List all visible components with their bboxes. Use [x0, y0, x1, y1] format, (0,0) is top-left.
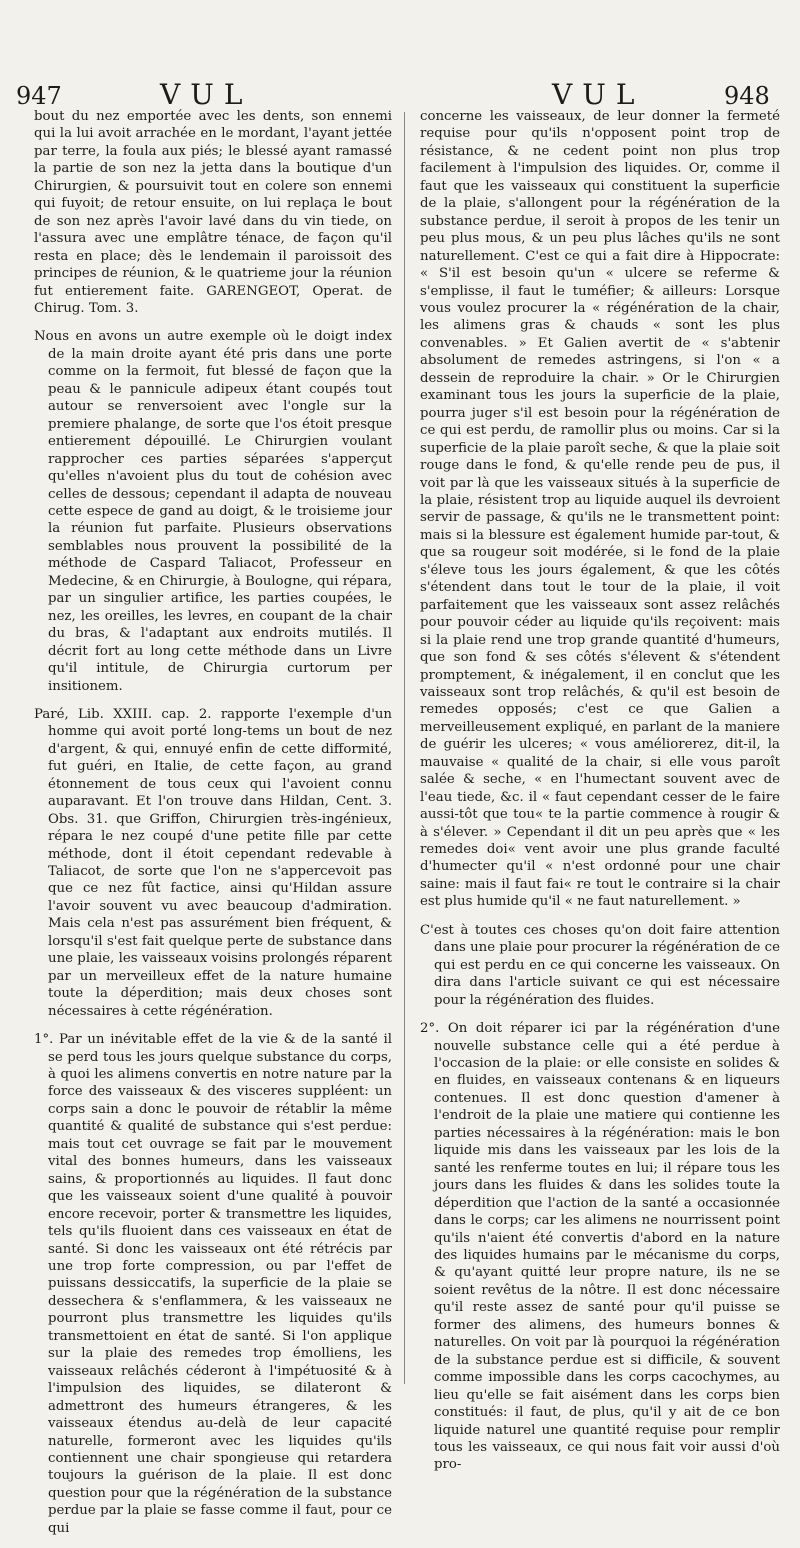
right-paragraph-2: C'est à toutes ces choses qu'on doit faire attention dans une plaie pour procurer la régénération de ce qui est perdu en ce qui concerne les vaisseaux. On dira dans l'article suivant ce qui est nécessaire pour la régénération des fluides.: [420, 922, 780, 1008]
left-paragraph-4: 1°. Par un inévitable effet de la vie & de la santé il se perd tous les jours quelque substance du corps, à quoi les alimens convertis en notre nature par la force des vaisseaux & des visceres suppléent: un corps sain a donc le pouvoir de rétablir la même quantité & qualité de substance qui s'est perdue: mais tout cet ouvrage se fait par le mouvement vital des bonnes humeurs, dans les vaisseaux sains, & proportionnés au liquides. Il faut donc que les vaisseaux soient d'une qualité à pouvoir encore recevoir, porter & transmettre les liquides, tels qu'ils fluoient dans ces vaisseaux en état de santé. Si donc les vaisseaux ont été rétrécis par une trop forte compression, ou par l'effet de puissans dessiccatifs, la superficie de la plaie se dessechera & s'enflammera, & les vaisseaux ne pourront plus transmettre les liquides qu'ils transmettoient en état de santé. Si l'on applique sur la plaie des remedes trop émolliens, les vaisseaux relâchés céderont à l'impétuosité & à l'impulsion des liquides, se dilateront & admettront des humeurs étrangeres, & les vaisseaux étendus au-delà de leur capacité naturelle, formeront avec les liquides qu'ils contiennent une chair spongieuse qui retardera toujours la guérison de la plaie. Il est donc question pour que la régénération de la substance perdue par la plaie se fasse comme il faut, pour ce qui: [34, 1032, 392, 1536]
left-running-head: VUL: [160, 78, 253, 111]
left-paragraph-3: Paré, Lib. XXIII. cap. 2. rapporte l'exemple d'un homme qui avoit porté long-tems un bout de nez d'argent, & qui, ennuyé enfin de cette difformité, fut guéri, en Italie, de cette façon, au grand étonnement de tous ceux qui l'avoient connu auparavant. Et l'on trouve dans Hildan, Cent. 3. Obs. 31. que Griffon, Chirurgien très-ingénieux, répara le nez coupé d'une petite fille par cette méthode, dont il étoit cependant redevable à Taliacot, de sorte que l'on ne s'appercevoit pas que ce nez fût factice, ainsi qu'Hildan assure l'avoir souvent vu avec beaucoup d'admiration. Mais cela n'est pas assurément bien fréquent, & lorsqu'il s'est fait quelque perte de substance dans une plaie, les vaisseaux voisins prolongés réparent par un merveilleux effet de la nature humaine toute la déperdition; mais deux choses sont nécessaires à cette régénération.: [34, 706, 392, 1019]
right-running-head: VUL: [552, 78, 645, 111]
right-paragraph-1: concerne les vaisseaux, de leur donner la fermeté requise pour qu'ils n'opposent point trop de résistance, & ne cedent point non plus trop facilement à l'impulsion des liquides. Or, comme il faut que les vaisseaux qui constituent la superficie de la plaie, s'allongent pour la régénération de la substance perdue, il seroit à propos de les tenir un peu plus mous, & un peu plus lâches qu'ils ne sont naturellement. C'est ce qui a fait dire à Hippocrate: « S'il est besoin qu'un « ulcere se referme & s'emplisse, il faut le tuméfier; & ailleurs: Lorsque vous voulez procurer la « régénération de la chair, les alimens gras & chauds « sont les plus convenables. » Et Galien avertit de « s'abtenir absolument de remedes astringens, si l'on « a dessein de reproduire la chair. » Or le Chirurgien examinant tous les jours la superficie de la plaie, pourra juger s'il est besoin pour la régénération de ce qui est perdu, de ramollir plus ou moins. Car si la superficie de la plaie paroît seche, & que la plaie soit rouge dans le fond, & qu'elle rende peu de pus, il voit par là que les vaisseaux situés à la superficie de la plaie, résistent trop au liquide auquel ils devroient servir de passage, & qu'ils ne le transmettent point: mais si la blessure est également humide par-tout, & que sa rougeur soit modérée, si le fond de la plaie s'éleve tous les jours également, & que les côtés s'étendent dans tout le tour de la plaie, il voit parfaitement que les vaisseaux sont assez relâchés pour pouvoir céder au liquide qu'ils reçoivent: mais si la plaie rend une trop grande quantité d'humeurs, que son fond & ses côtés s'élevent & s'étendent promptement, & inégalement, il en conclut que les vaisseaux sont trop relâchés, & qu'il est besoin de remedes opposés; c'est ce que Galien a merveilleusement expliqué, en parlant de la maniere de guérir les ulceres; « vous améliorerez, dit-il, la mauvaise « qualité de la chair, si elle vous paroît salée & seche, « en l'humectant souvent avec de l'eau tiede, &c. il « faut cependant cesser de le faire aussi-tôt que tou« te la partie commence à rougir & à s'élever. » Cependant il dit un peu après que « les remedes doi« vent avoir une plus grande faculté d'humecter qu'il « n'est ordonné pour une chair saine: mais il faut fai« re tout le contraire si la chair est plus humide qu'il « ne faut naturellement. »: [420, 109, 780, 910]
column-divider: [404, 112, 405, 1384]
right-page-number: 948: [724, 82, 770, 110]
left-column: [34, 108, 392, 1548]
right-paragraph-3: 2°. On doit réparer ici par la régénération d'une nouvelle substance celle qui a été perdue à l'occasion de la plaie: or elle consiste en solides & en fluides, en vaisseaux contenans & en liqueurs contenues. Il est donc question d'amener à l'endroit de la plaie une matiere qui contienne les parties nécessaires à la régénération: mais le bon liquide mis dans les vaisseaux par les lois de la santé les renferme toutes en lui; il répare tous les jours dans les fluides & dans les solides toute la déperdition que l'action de la santé a occasionnée dans le corps; car les alimens ne nourrissent point qu'ils n'aient été convertis d'abord en la nature des liquides humains par le mécanisme du corps, & qu'ayant quitté leur propre nature, ils ne se soient revêtus de la nôtre. Il est donc nécessaire qu'il reste assez de santé pour qu'il puisse se former des alimens, des humeurs bonnes & naturelles. On voit par là pourquoi la régénération de la substance perdue est si difficile, & souvent comme impossible dans les corps cacochymes, au lieu qu'elle se fait aisément dans les corps bien constitués: il faut, de plus, qu'il y ait de ce bon liquide naturel une quantité requise pour remplir tous les vaisseaux, ce qui nous fait voir aussi d'où pro-: [420, 1021, 780, 1473]
left-paragraph-1: bout du nez emportée avec les dents, son ennemi qui la lui avoit arrachée en le mordant, l'ayant jettée par terre, la foula aux piés; le blessé ayant ramassé la partie de son nez la jetta dans la boutique d'un Chirurgien, & poursuivit tout en colere son ennemi qui fuyoit; de retour ensuite, on lui replaça le bout de son nez après l'avoir lavé dans du vin tiede, on l'assura avec une emplâtre ténace, de façon qu'il resta en place; dès le lendemain il paroissoit des principes de réunion, & le quatrieme jour la réunion fut entierement faite. GARENGEOT, Operat. de Chirug. Tom. 3.: [34, 109, 392, 316]
right-column: [420, 108, 780, 1485]
left-paragraph-2: Nous en avons un autre exemple où le doigt index de la main droite ayant été pris dans une porte comme on la fermoit, fut blessé de façon que la peau & le pannicule adipeux étant coupés tout autour se renversoient avec l'ongle sur la premiere phalange, de sorte que l'os étoit presque entierement dépouillé. Le Chirurgien voulant rapprocher ces parties séparées s'apperçut qu'elles n'avoient plus du tout de cohésion avec celles de dessous; cependant il adapta de nouveau cette espece de gand au doigt, & le troisieme jour la réunion fut parfaite. Plusieurs observations semblables nous prouvent la possibilité de la méthode de Caspard Taliacot, Professeur en Medecine, & en Chirurgie, à Boulogne, qui répara, par un singulier artifice, les parties coupées, le nez, les oreilles, les levres, en coupant de la chair du bras, & l'adaptant aux endroits mutilés. Il décrit fort au long cette méthode dans un Livre qu'il intitule, de Chirurgia curtorum per insitionem.: [34, 329, 392, 694]
left-page-number: 947: [16, 82, 62, 110]
